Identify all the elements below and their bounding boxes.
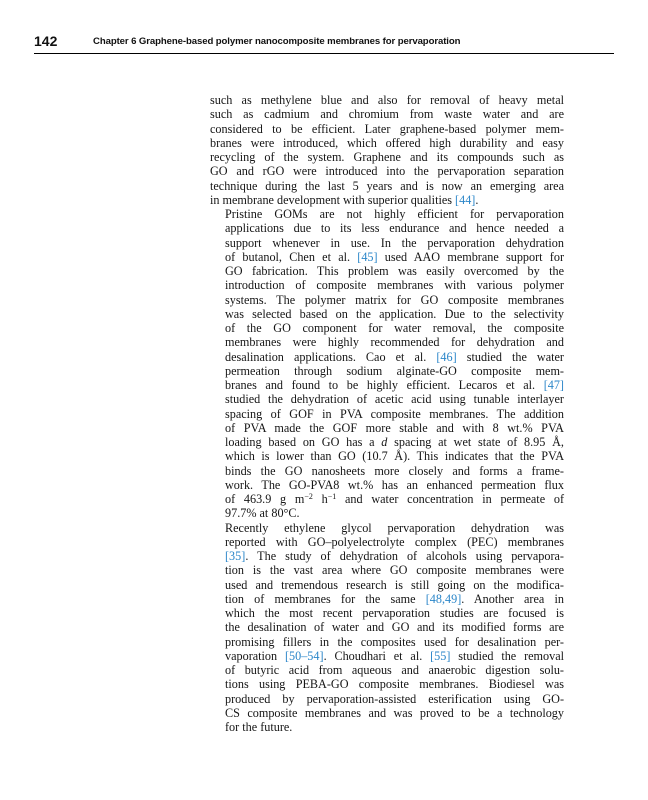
text-line	[210, 720, 564, 734]
text-line	[210, 378, 564, 392]
paragraph	[210, 521, 564, 735]
running-head: Chapter 6 Graphene-based polymer nanocomposite membranes for pervaporation	[93, 36, 461, 47]
text-line	[210, 606, 564, 620]
text-run: 97.7% at 80°C.	[225, 506, 300, 521]
text-run: such as methylene blue and also for removal of heavy metal	[210, 93, 564, 107]
text-run: membranes were highly recommended for dehydration and	[225, 335, 564, 350]
text-line	[210, 692, 564, 706]
text-run: work. The GO-PVA8 wt.% has an enhanced permeation flux	[225, 477, 564, 492]
text-line	[210, 506, 564, 520]
text-run: used AAO membrane support for	[377, 249, 564, 264]
text-line	[210, 449, 564, 463]
text-run: in membrane development with superior qualities	[210, 192, 456, 207]
text-run: and water concentration in permeate of	[336, 492, 565, 506]
text-run: produced by pervaporation-assisted esterification using GO-	[225, 691, 564, 706]
citation-link[interactable]: [35]	[225, 549, 246, 563]
text-line	[210, 350, 564, 364]
text-run: for the future.	[225, 720, 293, 734]
text-run: desalination applications. Cao et al.	[225, 349, 437, 364]
text-run: studied the removal	[450, 648, 564, 663]
text-run: spacing at wet state of 8.95 Å,	[387, 435, 564, 449]
text-run: permeation through sodium alginate-GO composite mem-	[225, 363, 564, 378]
superscript: −2	[304, 492, 313, 501]
superscript: −1	[327, 492, 337, 501]
citation-link[interactable]: [50–54]	[284, 648, 324, 663]
text-run: .	[475, 192, 479, 207]
text-run: GO fabrication. This problem was easily overcomed by the	[225, 264, 564, 278]
text-line	[210, 264, 564, 278]
text-run: of butanol, Chen et al.	[225, 249, 358, 264]
text-line	[210, 663, 564, 677]
text-run: spacing of GOF in PVA composite membranes. The addition	[225, 406, 564, 421]
text-run: tions using PEBA-GO composite membranes. Biodiesel was	[225, 677, 564, 692]
citation-link[interactable]: [46]	[436, 349, 457, 364]
text-run: CS composite membranes and was proved to be a technology	[225, 705, 564, 720]
text-line	[210, 549, 564, 563]
text-line	[210, 635, 564, 649]
citation-link[interactable]: [48,49]	[425, 591, 462, 606]
text-run: h	[312, 492, 328, 506]
text-line	[210, 649, 564, 663]
text-line	[210, 563, 564, 577]
text-run: the desalination of water and GO and its modified forms are	[225, 620, 564, 635]
text-run: . Choudhari et al.	[323, 648, 431, 663]
text-run: binds the GO nanosheets more closely and forms a frame-	[225, 463, 564, 478]
text-line	[210, 335, 564, 349]
text-line	[210, 364, 564, 378]
text-line	[210, 236, 564, 250]
text-run: which the most recent pervaporation studies are focused is	[225, 606, 564, 620]
text-line	[210, 392, 564, 406]
paragraph	[210, 207, 564, 521]
text-line	[210, 535, 564, 549]
text-run: branes and found to be highly efficient. Lecaros et al.	[225, 378, 544, 392]
text-run: considered to be efficient. Later graphene-based polymer mem-	[210, 121, 564, 136]
text-line	[210, 592, 564, 606]
text-line	[210, 122, 564, 136]
text-line	[210, 250, 564, 264]
text-run: tion is the vast area where GO composite membranes were	[225, 563, 564, 578]
text-run: support whenever in use. In the pervaporation dehydration	[225, 235, 564, 250]
text-line	[210, 93, 564, 107]
text-line	[210, 221, 564, 235]
text-run: . Another area in	[461, 591, 565, 606]
text-line	[210, 521, 564, 535]
text-run: loading based on GO has a	[225, 435, 382, 449]
text-run: studied the water	[456, 349, 564, 364]
text-line	[210, 435, 564, 449]
text-run: studied the dehydration of acetic acid using tunable interlayer	[225, 392, 564, 407]
text-run: tion of membranes for the same	[225, 591, 426, 606]
text-line	[210, 578, 564, 592]
body-text	[210, 93, 564, 734]
text-run: of 463.9 g m	[225, 492, 305, 506]
text-run: technique during the last 5 years and is now an emerging area	[210, 178, 564, 193]
page-number: 142	[34, 33, 58, 49]
text-line	[210, 207, 564, 221]
text-run: GO and rGO were introduced into the pervaporation separation	[210, 164, 564, 179]
text-line	[210, 278, 564, 292]
text-line	[210, 421, 564, 435]
text-line	[210, 293, 564, 307]
text-run: Recently ethylene glycol pervaporation dehydration was	[225, 520, 564, 535]
text-line	[210, 307, 564, 321]
citation-link[interactable]: [55]	[430, 648, 451, 663]
text-line	[210, 164, 564, 178]
text-run: of PVA made the GOF more stable and with 8 wt.% PVA	[225, 420, 564, 435]
text-run: branes were introduced, which offered high durability and easy	[210, 135, 564, 150]
text-run: promising fillers in the composites used for desalination per-	[225, 634, 564, 649]
text-line	[210, 193, 564, 207]
citation-link[interactable]: [44]	[455, 192, 476, 207]
citation-link[interactable]: [47]	[543, 378, 564, 392]
text-line	[210, 478, 564, 492]
text-run: of the GO component for water removal, the composite	[225, 321, 564, 335]
text-line	[210, 407, 564, 421]
text-run: reported with GO–polyelectrolyte complex (PEC) membranes	[225, 534, 564, 549]
text-line	[210, 620, 564, 634]
text-run: applications due to its less endurance and hence needed a	[225, 221, 564, 236]
text-line	[210, 179, 564, 193]
text-run: of butyric acid from aqueous and anaerobic digestion solu-	[225, 663, 564, 677]
text-line	[210, 107, 564, 121]
text-line	[210, 492, 564, 506]
text-run: vaporation	[225, 648, 285, 663]
text-line	[210, 677, 564, 691]
paragraph	[210, 93, 564, 207]
text-run: . The study of dehydration of alcohols using pervapora-	[245, 549, 564, 563]
text-line	[210, 464, 564, 478]
text-line	[210, 136, 564, 150]
text-run: was selected based on the application. Due to the selectivity	[225, 306, 564, 321]
text-run: Pristine GOMs are not highly efficient for pervaporation	[225, 207, 564, 221]
text-run: recycling of the system. Graphene and its compounds such as	[210, 150, 564, 164]
text-run: used and tremendous research is still going on the modifica-	[225, 577, 564, 592]
text-line	[210, 150, 564, 164]
citation-link[interactable]: [45]	[357, 249, 378, 264]
text-run: such as cadmium and chromium from waste water and are	[210, 107, 564, 122]
text-line	[210, 706, 564, 720]
text-line	[210, 321, 564, 335]
italic-text: d	[381, 435, 388, 449]
page-header	[34, 33, 614, 54]
text-run: introduction of composite membranes with various polymer	[225, 278, 564, 293]
text-run: which is lower than GO (10.7 Å). This indicates that the PVA	[225, 449, 564, 464]
text-run: systems. The polymer matrix for GO composite membranes	[225, 292, 564, 307]
